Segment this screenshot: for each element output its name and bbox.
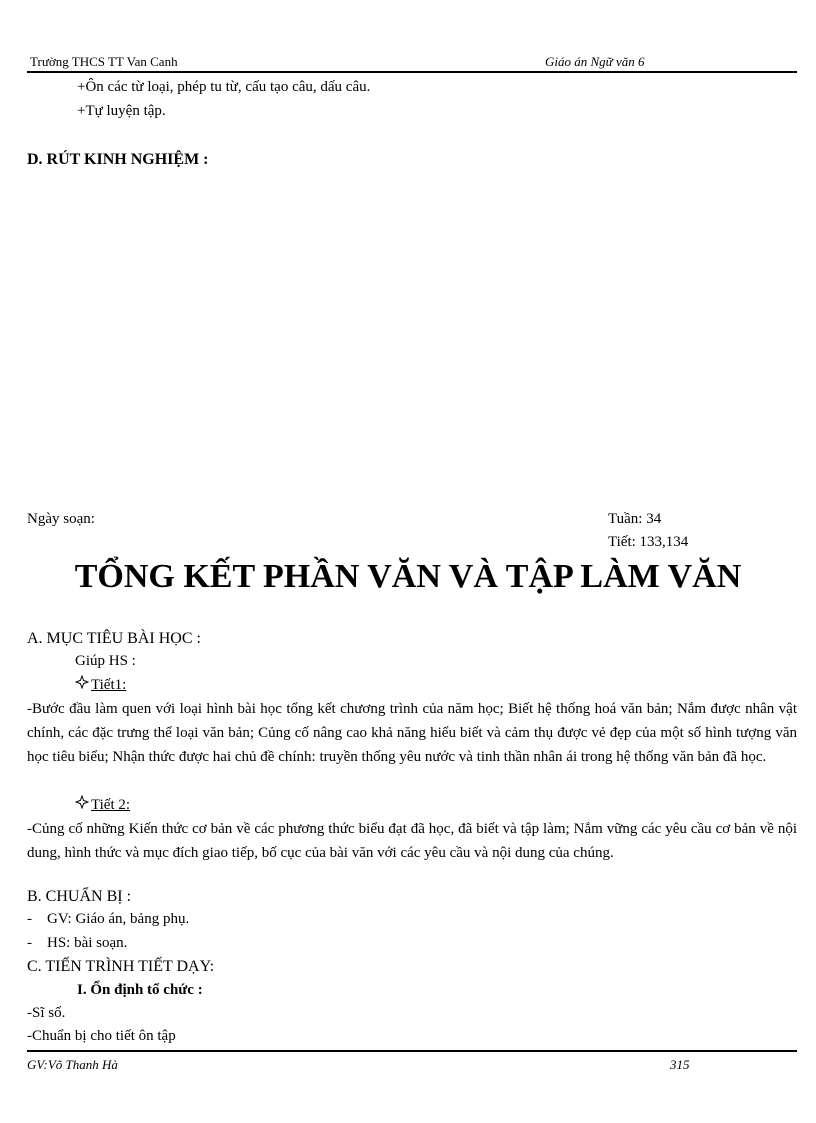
page-number: 315 bbox=[670, 1057, 690, 1072]
period1-label: Tiết1: bbox=[91, 677, 127, 693]
period2-text: -Củng cố những Kiến thức cơ bản về các phương thức biểu đạt đã học, đã biết và tập làm; Nắm vững các yêu cầu cơ bản về nội dung, hình thức và mục đích giao tiếp, bố cục của bài văn với các yêu cầu và nội dung của chúng. bbox=[27, 821, 797, 861]
section-c-sub1: I. Ổn định tổ chức : bbox=[77, 982, 203, 998]
review-line: +Ôn các từ loại, phép tu từ, cấu tạo câu, dấu câu. bbox=[77, 79, 371, 95]
section-a-intro: Giúp HS : bbox=[75, 653, 136, 669]
prep-teacher: GV: Giáo án, bảng phụ. bbox=[47, 911, 190, 927]
prepare-line: -Chuẩn bị cho tiết ôn tập bbox=[27, 1028, 176, 1044]
section-a-heading: A. MỤC TIÊU BÀI HỌC : bbox=[27, 630, 201, 647]
date-label: Ngày soạn: bbox=[27, 511, 95, 527]
period2-label: Tiết 2: bbox=[91, 797, 131, 813]
practice-line: +Tự luyện tập. bbox=[77, 103, 166, 119]
section-d-heading: D. RÚT KINH NGHIỆM : bbox=[27, 151, 209, 168]
period1-text: -Bước đầu làm quen với loại hình bài học tổng kết chương trình của năm học; Biết hệ thống hoá văn bản; Nắm được nhân vật chính, các đặc trưng thể loại văn bản; Củng cố nâng cao khả năng hiểu biết và cảm thụ được vẻ đẹp của một số hình tượng văn học tiêu biểu; Nhận thức được hai chủ đề chính: truyền thống yêu nước và tinh thần nhân ái trong hệ thống văn bản đã học. bbox=[27, 701, 797, 765]
list-item: - HS: bài soạn. bbox=[27, 935, 128, 951]
attendance-line: -Sĩ số. bbox=[27, 1005, 66, 1021]
period-label: Tiết: 133,134 bbox=[608, 534, 689, 550]
star-icon bbox=[75, 675, 91, 694]
header-subject: Giáo án Ngữ văn 6 bbox=[545, 54, 645, 69]
period1-row bbox=[75, 675, 126, 694]
section-c-heading: C. TIẾN TRÌNH TIẾT DẠY: bbox=[27, 958, 215, 975]
section-b-heading: B. CHUẨN BỊ : bbox=[27, 888, 132, 905]
header-rule bbox=[27, 71, 797, 73]
page-title: TỔNG KẾT PHẦN VĂN VÀ TẬP LÀM VĂN bbox=[74, 558, 742, 595]
footer-teacher: GV:Võ Thanh Hà bbox=[27, 1057, 118, 1072]
list-item: - GV: Giáo án, bảng phụ. bbox=[27, 911, 190, 927]
period2-row bbox=[75, 795, 130, 814]
header-school: Trường THCS TT Van Canh bbox=[30, 54, 178, 69]
footer-rule bbox=[27, 1050, 797, 1052]
prep-student: HS: bài soạn. bbox=[47, 935, 128, 951]
week-label: Tuần: 34 bbox=[608, 511, 662, 527]
star-icon bbox=[75, 795, 91, 814]
